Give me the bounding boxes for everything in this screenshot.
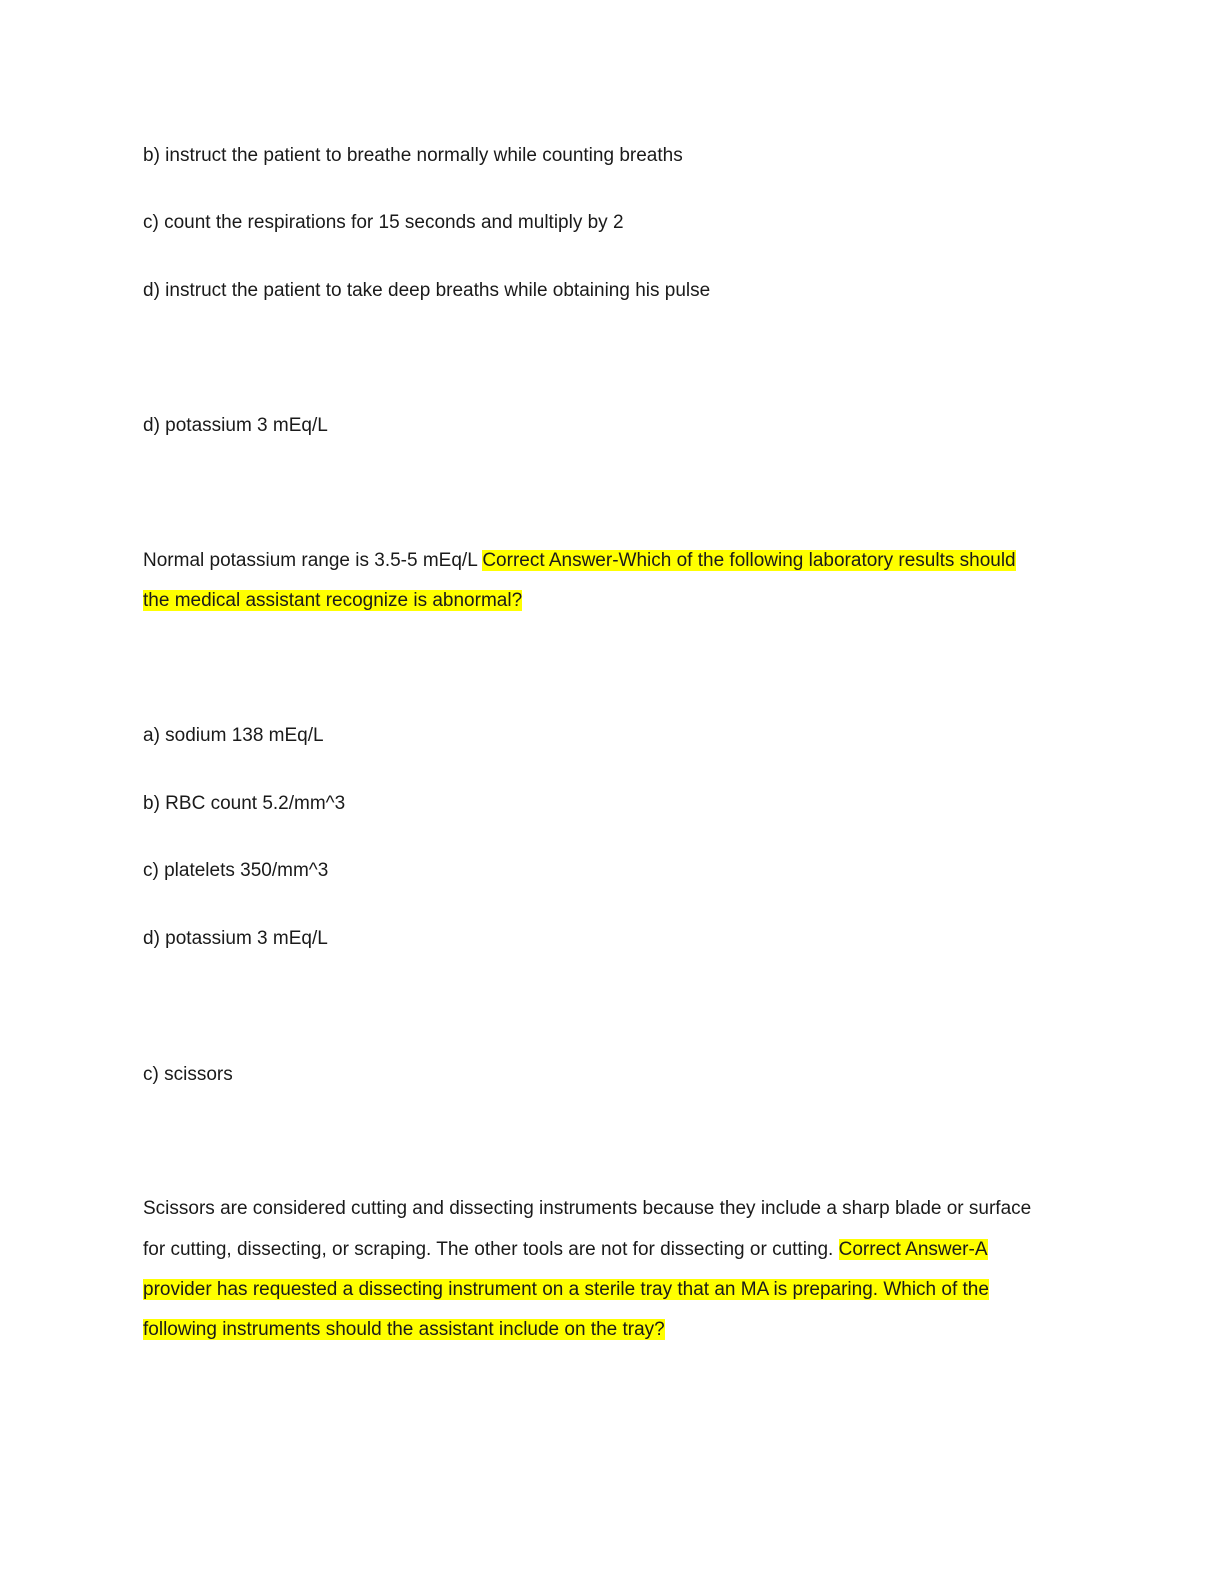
q3-question-line-3 — [143, 1316, 665, 1344]
q3-question-highlight-2: provider has requested a dissecting instrument on a sterile tray that an MA is preparing. Which of the — [143, 1279, 989, 1300]
q3-question-highlight-3: following instruments should the assistant include on the tray? — [143, 1319, 665, 1340]
q2-rationale-line — [143, 547, 1016, 575]
q1-option-d: d) instruct the patient to take deep breaths while obtaining his pulse — [143, 280, 711, 301]
q3-rationale-line-1: Scissors are considered cutting and dissecting instruments because they include a sharp blade or surface — [143, 1198, 1032, 1219]
q2-question-highlight-2: the medical assistant recognize is abnormal? — [143, 590, 523, 611]
q3-question-highlight-1: Correct Answer-A — [838, 1239, 988, 1260]
q2-rationale: Normal potassium range is 3.5-5 mEq/L — [143, 550, 483, 571]
q2-question-highlight-1: Correct Answer-Which of the following laboratory results should — [482, 550, 1016, 571]
q3-rationale-text: for cutting, dissecting, or scraping. The other tools are not for dissecting or cutting. — [143, 1239, 839, 1260]
q1-option-c: c) count the respirations for 15 seconds and multiply by 2 — [143, 212, 624, 233]
q3-rationale-line-2 — [143, 1236, 988, 1264]
q3-question-line-2 — [143, 1276, 989, 1304]
q2-answer: d) potassium 3 mEq/L — [143, 415, 328, 436]
q2-option-b: b) RBC count 5.2/mm^3 — [143, 793, 346, 814]
q1-option-b: b) instruct the patient to breathe normally while counting breaths — [143, 145, 683, 166]
q2-option-c: c) platelets 350/mm^3 — [143, 860, 329, 881]
q2-question-line-2 — [143, 587, 522, 615]
q2-option-a: a) sodium 138 mEq/L — [143, 725, 324, 746]
q3-answer: c) scissors — [143, 1064, 233, 1085]
q2-option-d: d) potassium 3 mEq/L — [143, 928, 328, 949]
